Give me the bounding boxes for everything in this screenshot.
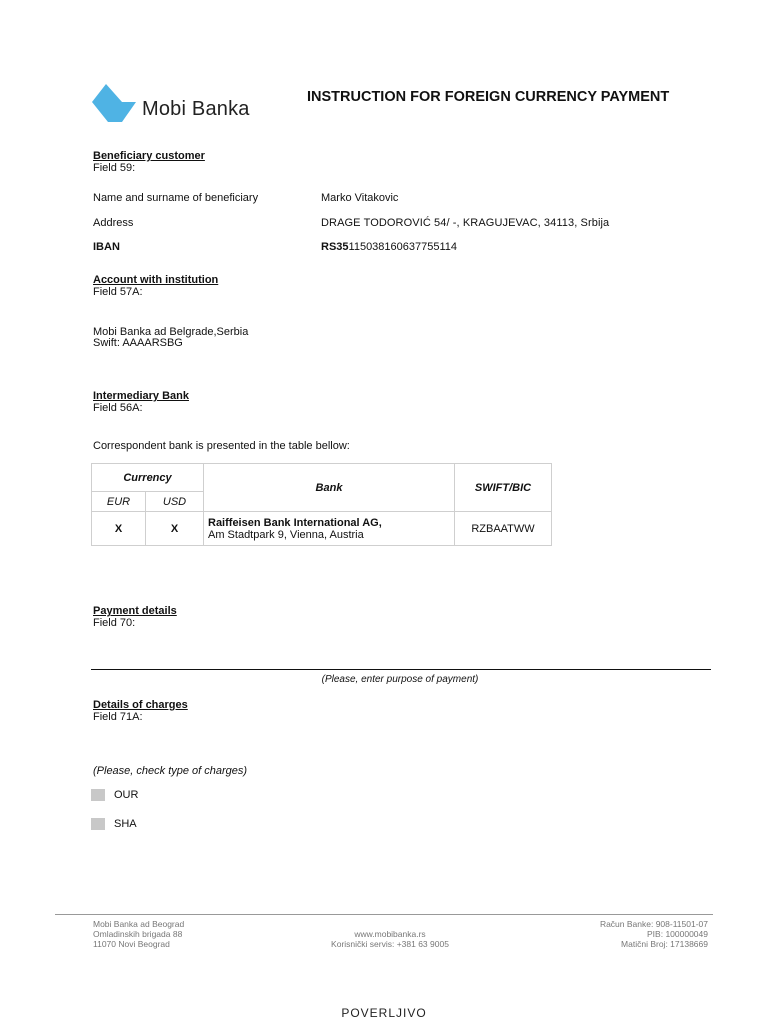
account-institution-heading: Account with institution [93, 274, 219, 286]
charge-sha-checkbox[interactable] [91, 818, 105, 830]
charge-our-label: OUR [114, 789, 139, 801]
brand-name: Mobi Banka [142, 98, 250, 120]
footer-pib: PIB: 100000049 [647, 929, 708, 939]
beneficiary-address-label: Address [93, 217, 134, 229]
payment-details-field: Field 70: [93, 617, 136, 629]
footer-street: Omladinskih brigada 88 [93, 929, 183, 939]
footer-bank-name: Mobi Banka ad Beograd [93, 919, 185, 929]
beneficiary-name-value: Marko Vitakovic [321, 192, 399, 204]
bank-cell [204, 512, 455, 546]
beneficiary-heading: Beneficiary customer [93, 150, 205, 162]
account-institution-field: Field 57A: [93, 286, 143, 298]
currency-col-usd: USD [146, 492, 204, 512]
charge-our-checkbox[interactable] [91, 789, 105, 801]
charge-sha-label: SHA [114, 818, 137, 830]
currency-header: Currency [92, 464, 204, 492]
beneficiary-address-value: DRAGE TODOROVIĆ 54/ -, KRAGUJEVAC, 34113, Srbija [321, 217, 610, 229]
footer-website-link[interactable]: www.mobibanka.rs [354, 929, 426, 939]
bank-address: Am Stadtpark 9, Vienna, Austria [208, 528, 364, 541]
account-institution-bank: Mobi Banka ad Belgrade,Serbia [93, 326, 249, 338]
intermediary-heading: Intermediary Bank [93, 390, 189, 402]
document-title: INSTRUCTION FOR FOREIGN CURRENCY PAYMENT [307, 89, 670, 105]
footer-address [93, 919, 184, 949]
correspondent-bank-table [91, 463, 552, 546]
payment-details-heading: Payment details [93, 605, 177, 617]
footer-contact [290, 929, 490, 949]
confidential-mark: POVERLJIVO [341, 1006, 427, 1020]
beneficiary-name-label: Name and surname of beneficiary [93, 192, 259, 204]
charges-heading: Details of charges [93, 699, 188, 711]
beneficiary-iban-value [321, 241, 457, 253]
beneficiary-field: Field 59: [93, 162, 136, 174]
footer-account: Račun Banke: 908-11501-07 [599, 919, 708, 929]
payment-purpose-line[interactable] [91, 669, 711, 670]
eur-mark: X [92, 512, 146, 546]
footer-city: 11070 Novi Beograd [93, 939, 170, 949]
footer-registration-number: Matični Broj: 17138669 [621, 939, 708, 949]
footer-registry [508, 919, 708, 949]
charges-field: Field 71A: [93, 711, 143, 723]
usd-mark: X [146, 512, 204, 546]
charges-hint: (Please, check type of charges) [93, 765, 248, 777]
iban-number: 115038160637755114 [348, 241, 458, 253]
intermediary-intro: Correspondent bank is presented in the table bellow: [93, 440, 350, 452]
bank-header: Bank [204, 464, 455, 512]
iban-country-prefix: RS35 [321, 241, 349, 253]
footer-support-phone: Korisnički servis: +381 63 9005 [331, 939, 449, 949]
swift-code: RZBAATWW [455, 512, 552, 546]
beneficiary-iban-label: IBAN [93, 241, 120, 253]
intermediary-field: Field 56A: [93, 402, 143, 414]
swift-header: SWIFT/BIC [455, 464, 552, 512]
account-institution-swift: Swift: AAAARSBG [93, 337, 183, 349]
bank-name: Raiffeisen Bank International AG, [208, 516, 382, 529]
payment-purpose-hint: (Please, enter purpose of payment) [321, 674, 479, 685]
footer-divider [55, 914, 713, 915]
currency-col-eur: EUR [92, 492, 146, 512]
